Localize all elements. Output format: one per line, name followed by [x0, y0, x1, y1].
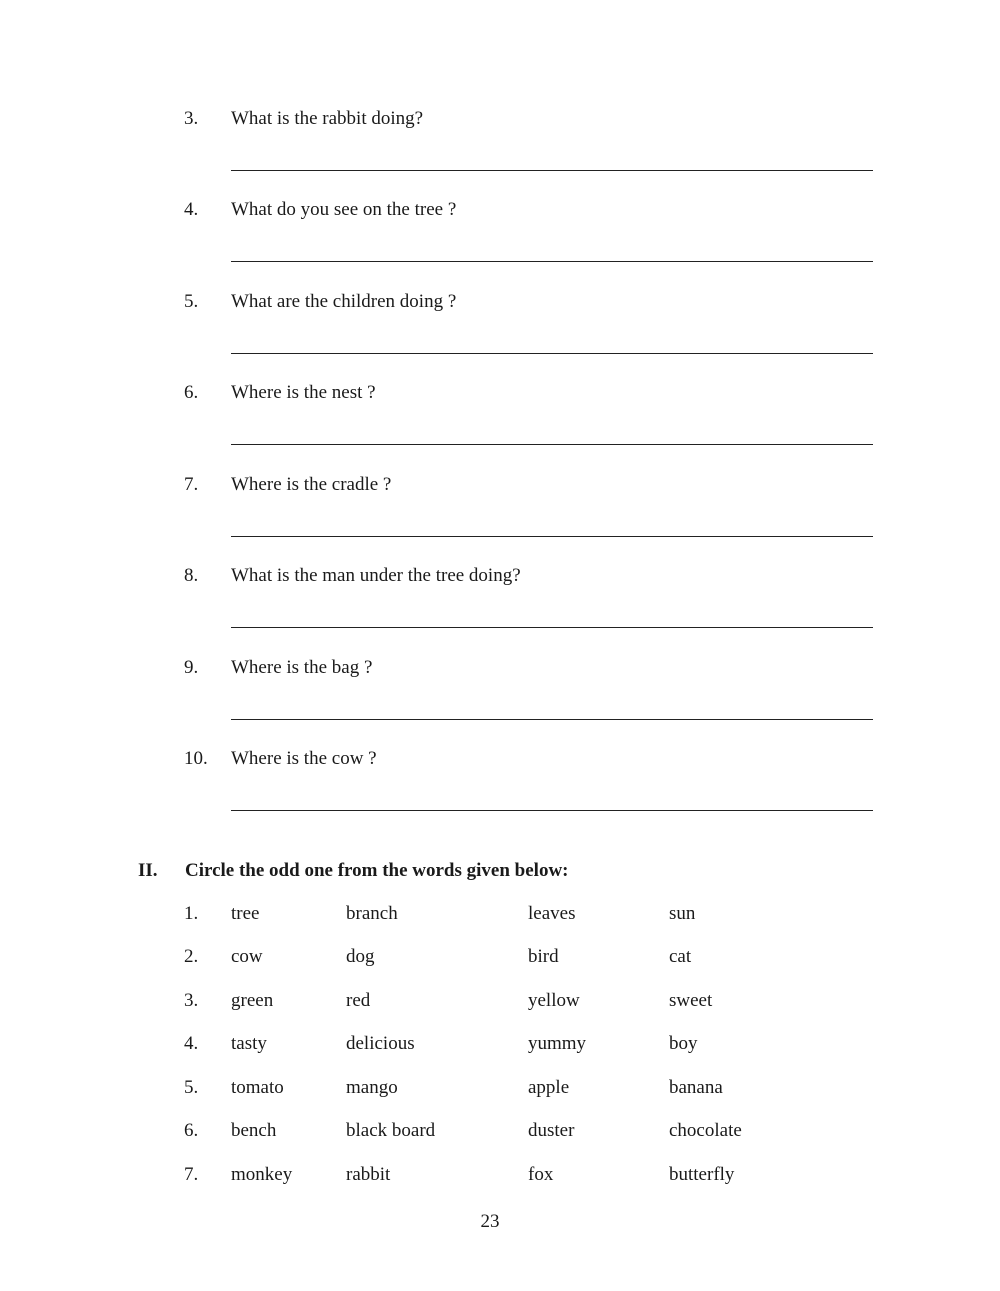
- word-option[interactable]: yummy: [528, 1033, 587, 1054]
- question-number: 4.: [184, 199, 199, 220]
- row-number: 4.: [184, 1033, 199, 1054]
- row-number: 2.: [184, 946, 199, 967]
- row-number: 1.: [184, 903, 199, 924]
- question-text: What are the children doing ?: [231, 291, 457, 312]
- question-4: [0, 199, 1000, 279]
- question-text: Where is the cow ?: [231, 748, 377, 769]
- row-number: 6.: [184, 1120, 199, 1141]
- word-option[interactable]: branch: [346, 903, 398, 924]
- question-number: 8.: [184, 565, 199, 586]
- word-row-7: [0, 1164, 1000, 1188]
- answer-line[interactable]: [231, 536, 873, 537]
- word-option[interactable]: boy: [669, 1033, 698, 1054]
- word-option[interactable]: apple: [528, 1077, 570, 1098]
- question-number: 5.: [184, 291, 199, 312]
- word-option[interactable]: sun: [669, 903, 696, 924]
- word-option[interactable]: mango: [346, 1077, 398, 1098]
- section-2-heading: [0, 860, 1000, 884]
- row-number: 3.: [184, 990, 199, 1011]
- word-option[interactable]: bench: [231, 1120, 277, 1141]
- answer-line[interactable]: [231, 627, 873, 628]
- answer-line[interactable]: [231, 353, 873, 354]
- word-option[interactable]: leaves: [528, 903, 576, 924]
- question-text: What do you see on the tree ?: [231, 199, 457, 220]
- word-row-2: [0, 946, 1000, 970]
- word-option[interactable]: black board: [346, 1120, 436, 1141]
- word-row-1: [0, 903, 1000, 927]
- answer-line[interactable]: [231, 261, 873, 262]
- question-text: Where is the bag ?: [231, 657, 373, 678]
- word-option[interactable]: rabbit: [346, 1164, 391, 1185]
- word-option[interactable]: tasty: [231, 1033, 267, 1054]
- word-option[interactable]: red: [346, 990, 371, 1011]
- word-option[interactable]: banana: [669, 1077, 723, 1098]
- word-option[interactable]: butterfly: [669, 1164, 735, 1185]
- page-number: 23: [480, 1211, 500, 1232]
- word-row-6: [0, 1120, 1000, 1144]
- word-option[interactable]: fox: [528, 1164, 554, 1185]
- section-title: Circle the odd one from the words given below:: [185, 860, 569, 881]
- question-number: 9.: [184, 657, 199, 678]
- word-option[interactable]: duster: [528, 1120, 575, 1141]
- answer-line[interactable]: [231, 810, 873, 811]
- question-8: [0, 565, 1000, 645]
- word-row-5: [0, 1077, 1000, 1101]
- answer-line[interactable]: [231, 170, 873, 171]
- question-text: What is the man under the tree doing?: [231, 565, 521, 586]
- word-option[interactable]: cow: [231, 946, 263, 967]
- word-option[interactable]: dog: [346, 946, 375, 967]
- question-10: [0, 748, 1000, 828]
- word-option[interactable]: sweet: [669, 990, 713, 1011]
- section-number: II.: [138, 860, 158, 881]
- word-option[interactable]: green: [231, 990, 274, 1011]
- question-text: Where is the cradle ?: [231, 474, 392, 495]
- row-number: 7.: [184, 1164, 199, 1185]
- word-option[interactable]: tree: [231, 903, 260, 924]
- word-option[interactable]: bird: [528, 946, 559, 967]
- word-option[interactable]: yellow: [528, 990, 580, 1011]
- word-option[interactable]: chocolate: [669, 1120, 742, 1141]
- answer-line[interactable]: [231, 719, 873, 720]
- question-number: 6.: [184, 382, 199, 403]
- row-number: 5.: [184, 1077, 199, 1098]
- question-number: 7.: [184, 474, 199, 495]
- word-row-4: [0, 1033, 1000, 1057]
- question-9: [0, 657, 1000, 737]
- question-6: [0, 382, 1000, 462]
- word-option[interactable]: cat: [669, 946, 692, 967]
- question-text: What is the rabbit doing?: [231, 108, 424, 129]
- answer-line[interactable]: [231, 444, 873, 445]
- question-3: [0, 108, 1000, 188]
- word-option[interactable]: delicious: [346, 1033, 415, 1054]
- question-number: 3.: [184, 108, 199, 129]
- question-text: Where is the nest ?: [231, 382, 376, 403]
- word-option[interactable]: monkey: [231, 1164, 293, 1185]
- question-5: [0, 291, 1000, 371]
- question-7: [0, 474, 1000, 554]
- question-number: 10.: [184, 748, 208, 769]
- word-option[interactable]: tomato: [231, 1077, 284, 1098]
- word-row-3: [0, 990, 1000, 1014]
